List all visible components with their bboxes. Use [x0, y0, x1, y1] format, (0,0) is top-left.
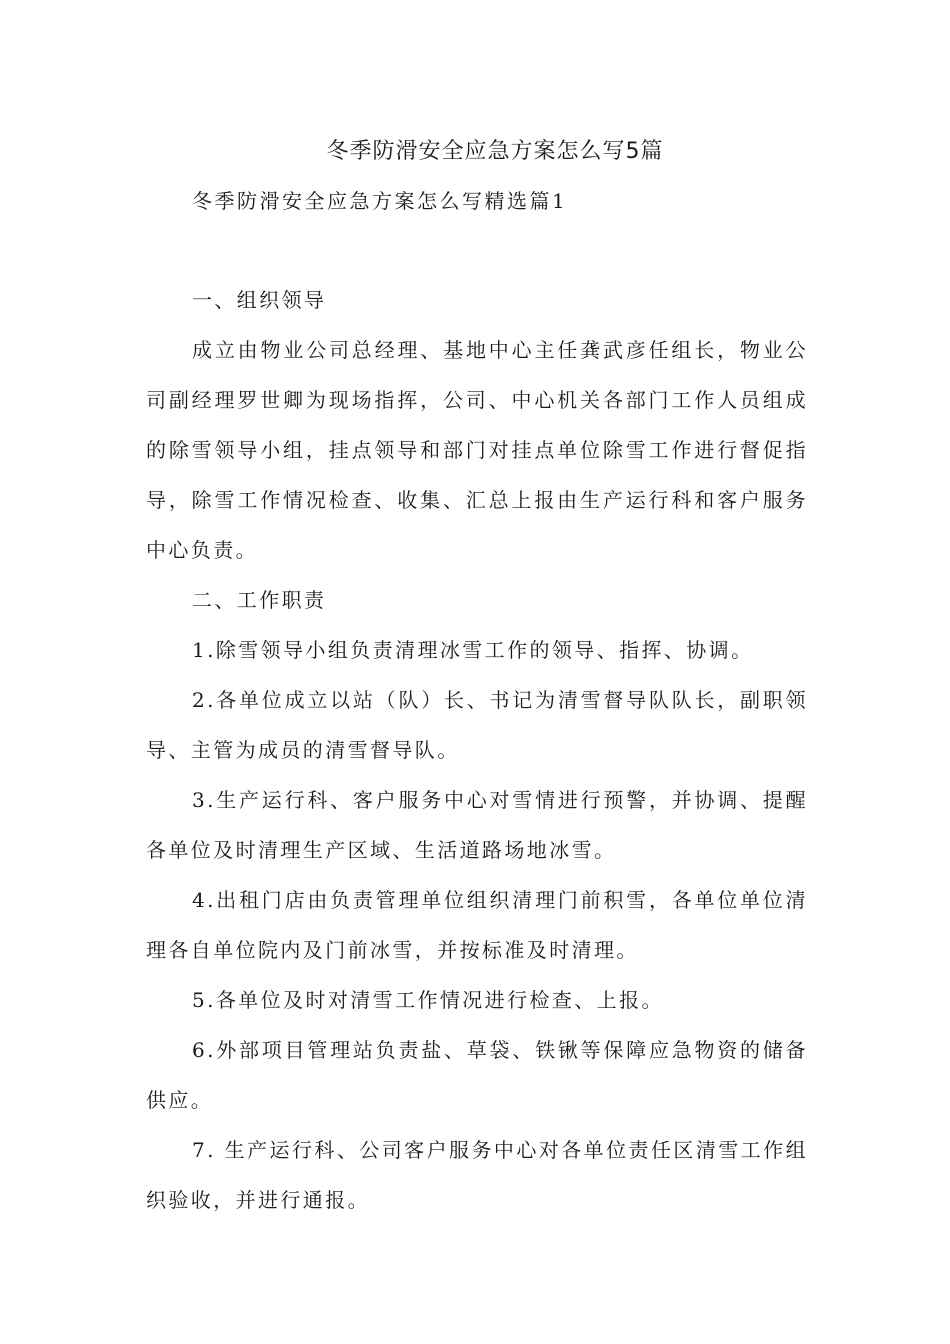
duty-item-4: 4.出租门店由负责管理单位组织清理门前积雪，各单位单位清理各自单位院内及门前冰雪，并按标准及时清理。: [146, 888, 808, 962]
duty-item-2: 2.各单位成立以站（队）长、书记为清雪督导队队长，副职领导、主管为成员的清雪督导队。: [146, 688, 808, 762]
duty-item-3: 3.生产运行科、客户服务中心对雪情进行预警，并协调、提醒各单位及时清理生产区域、生活道路场地冰雪。: [146, 788, 808, 862]
document-title: 冬季防滑安全应急方案怎么写5篇: [326, 139, 664, 164]
heading-organization: 一、组织领导: [192, 288, 327, 312]
heading-duties: 二、工作职责: [192, 588, 327, 612]
document-subtitle: 冬季防滑安全应急方案怎么写精选篇1: [192, 189, 568, 213]
document-body: [146, 275, 808, 1225]
duty-item-5: 5.各单位及时对清雪工作情况进行检查、上报。: [192, 988, 664, 1012]
duty-item-1: 1.除雪领导小组负责清理冰雪工作的领导、指挥、协调。: [192, 638, 754, 662]
paragraph-organization: 成立由物业公司总经理、基地中心主任龚武彦任组长，物业公司副经理罗世卿为现场指挥，公司、中心机关各部门工作人员组成的除雪领导小组，挂点领导和部门对挂点单位除雪工作进行督促指导，除雪工作情况检查、收集、汇总上报由生产运行科和客户服务中心负责。: [146, 338, 808, 562]
duty-item-6: 6.外部项目管理站负责盐、草袋、铁锹等保障应急物资的储备供应。: [146, 1038, 808, 1112]
duty-item-7: 7. 生产运行科、公司客户服务中心对各单位责任区清雪工作组织验收，并进行通报。: [146, 1138, 808, 1212]
